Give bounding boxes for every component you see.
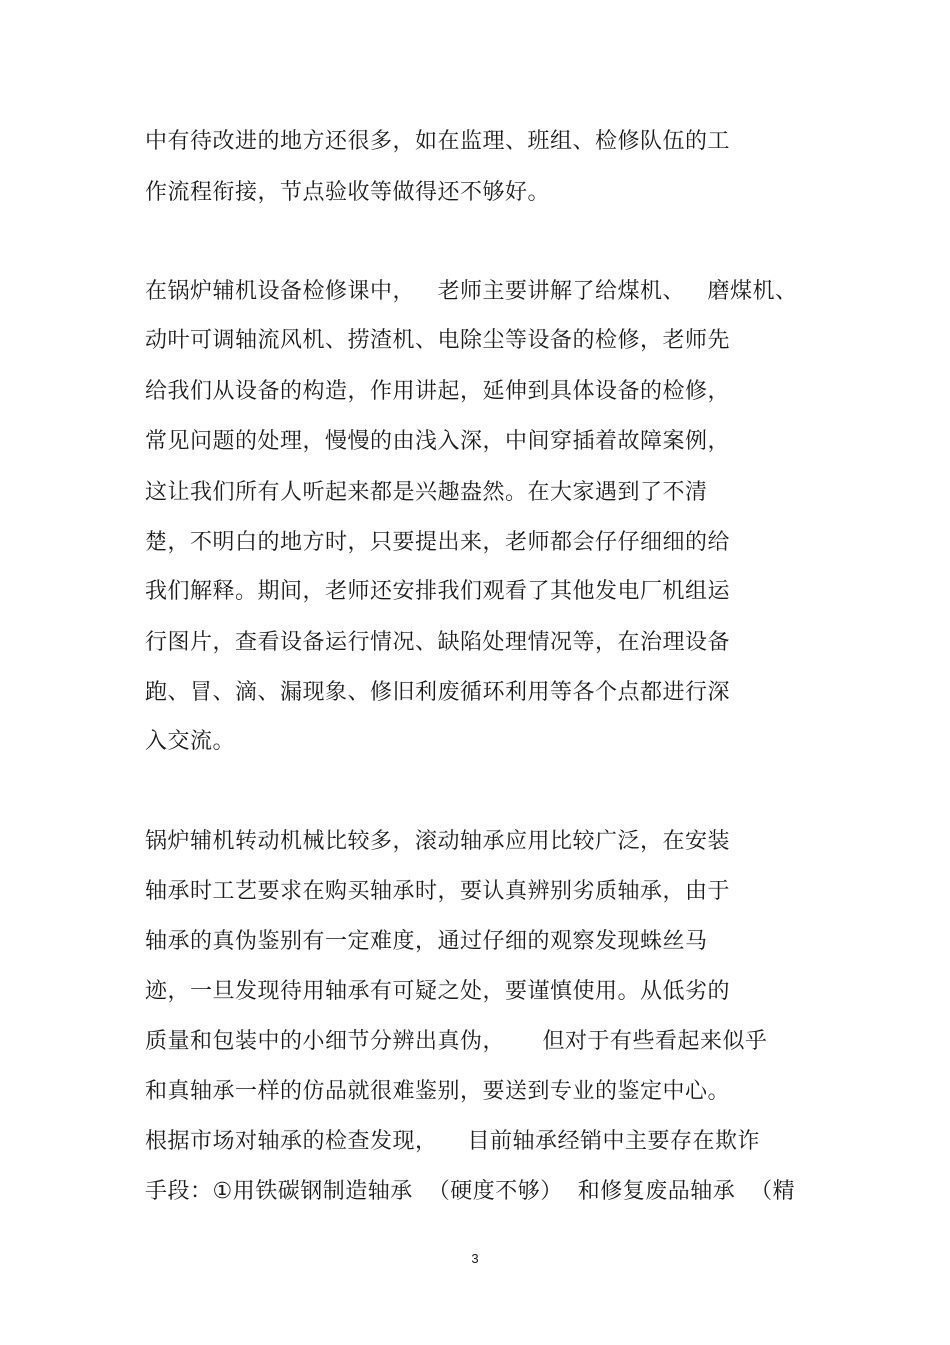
page-number: 3 <box>471 1251 479 1266</box>
text-line: 根据市场对轴承的检查发现， 目前轴承经销中主要存在欺诈 <box>145 1129 760 1154</box>
text-line: 迹，一旦发现待用轴承有可疑之处，要谨慎使用。从低劣的 <box>145 979 731 1004</box>
text-line: 在锅炉辅机设备检修课中， 老师主要讲解了给煤机、 磨煤机、 <box>145 279 798 304</box>
text-line: 入交流。 <box>145 729 236 754</box>
text-line: 跑、冒、滴、漏现象、修旧利废循环利用等各个点都进行深 <box>145 680 731 705</box>
text-line: 楚，不明白的地方时，只要提出来，老师都会仔仔细细的给 <box>145 530 731 555</box>
text-line: 轴承的真伪鉴别有一定难度，通过仔细的观察发现蛛丝马 <box>145 929 708 954</box>
text-line: 我们解释。期间，老师还安排我们观看了其他发电厂机组运 <box>145 579 731 604</box>
text-line: 给我们从设备的构造，作用讲起，延伸到具体设备的检修， <box>145 379 731 404</box>
text-line: 和真轴承一样的仿品就很难鉴别，要送到专业的鉴定中心。 <box>145 1079 731 1104</box>
text-line: 动叶可调轴流风机、捞渣机、电除尘等设备的检修，老师先 <box>145 328 731 353</box>
text-line: 作流程衔接，节点验收等做得还不够好。 <box>145 180 551 205</box>
text-line: 中有待改进的地方还很多，如在监理、班组、检修队伍的工 <box>145 129 731 154</box>
text-line: 这让我们所有人听起来都是兴趣盎然。在大家遇到了不清 <box>145 480 708 505</box>
text-line: 手段：①用铁碳钢制造轴承 （硬度不够） 和修复废品轴承 （精 <box>145 1179 796 1204</box>
text-line: 锅炉辅机转动机械比较多，滚动轴承应用比较广泛，在安装 <box>145 829 731 854</box>
text-line: 行图片，查看设备运行情况、缺陷处理情况等，在治理设备 <box>145 630 731 655</box>
text-line: 质量和包装中的小细节分辨出真伪， 但对于有些看起来似乎 <box>145 1029 768 1054</box>
text-line: 常见问题的处理，慢慢的由浅入深，中间穿插着故障案例， <box>145 429 731 454</box>
text-line: 轴承时工艺要求在购买轴承时，要认真辨别劣质轴承，由于 <box>145 879 731 904</box>
